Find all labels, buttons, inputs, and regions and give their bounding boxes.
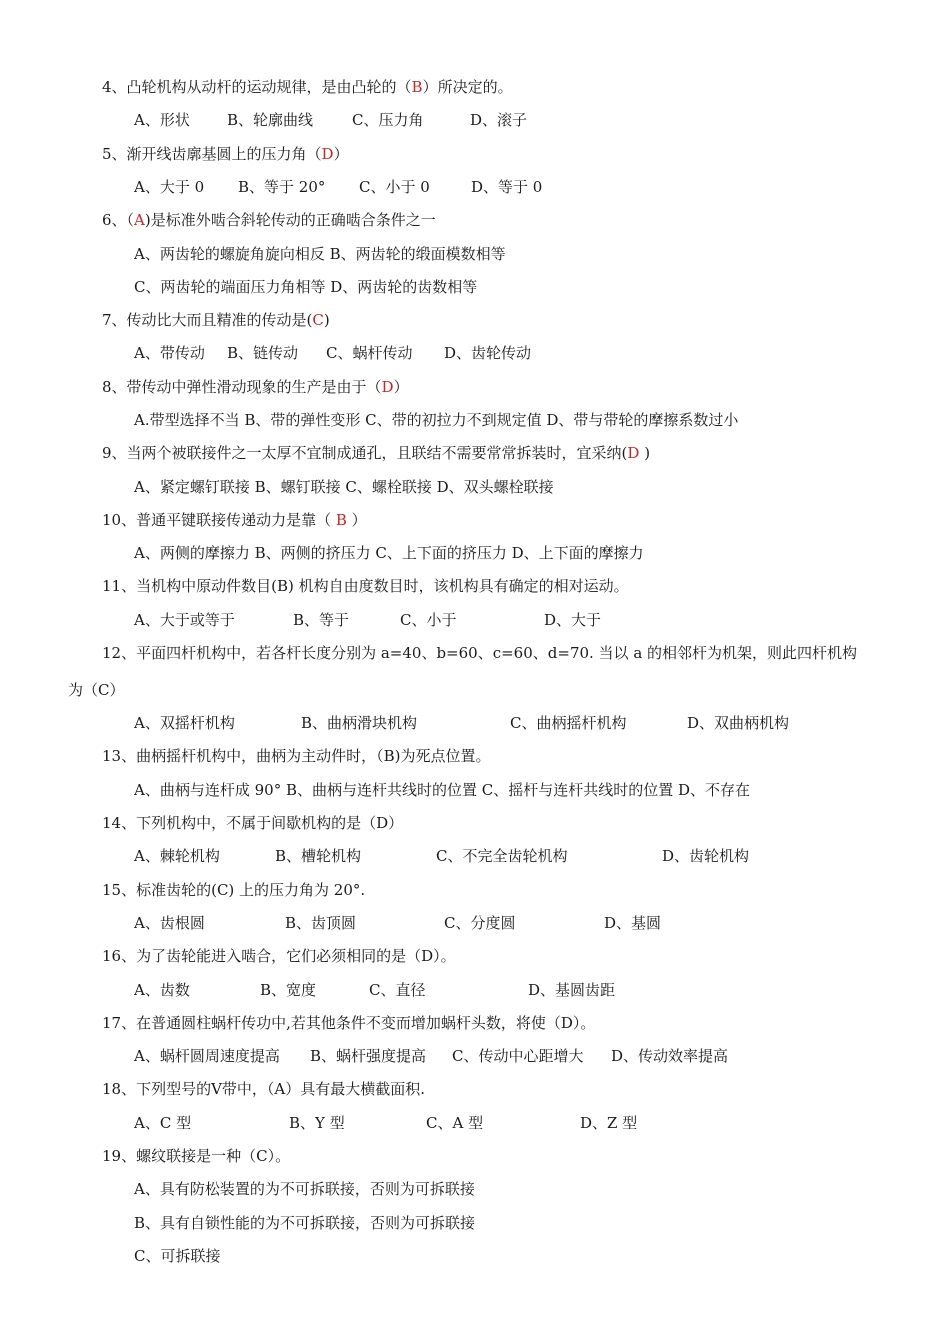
stem-text: 4、凸轮机构从动杆的运动规律，是由凸轮的（ bbox=[102, 78, 412, 96]
stem-text: ） bbox=[346, 511, 367, 529]
option-a: A、形状 bbox=[134, 111, 190, 129]
option-a: A、大于或等于 bbox=[134, 611, 235, 629]
answer-mark: D bbox=[321, 145, 334, 163]
option-c: C、蜗杆传动 bbox=[326, 344, 413, 362]
option-b: B、链传动 bbox=[227, 344, 299, 362]
question-16-stem: 16、为了齿轮能进入啮合，它们必须相同的是（D）。 bbox=[102, 947, 456, 965]
stem-text: 10、普通平键联接传递动力是靠（ bbox=[102, 511, 336, 529]
question-8-stem bbox=[102, 377, 409, 397]
answer-mark: B bbox=[335, 511, 347, 529]
question-19-option-c: C、可拆联接 bbox=[134, 1247, 221, 1265]
question-6-options-line-1: A、两齿轮的螺旋角旋向相反 B、两齿轮的缎面模数相等 bbox=[134, 245, 506, 263]
question-5-stem bbox=[102, 144, 349, 164]
option-b: B、等于 20° bbox=[238, 178, 326, 196]
question-10-options-line-1: A、两侧的摩擦力 B、两侧的挤压力 C、上下面的挤压力 D、上下面的摩擦力 bbox=[134, 544, 644, 562]
option-d: D、滚子 bbox=[470, 111, 528, 129]
option-d: D、等于 0 bbox=[471, 178, 543, 196]
question-14-stem: 14、下列机构中，不属于间歇机构的是（D） bbox=[102, 814, 404, 832]
answer-mark: C bbox=[312, 311, 324, 329]
option-b: B、轮廓曲线 bbox=[227, 111, 314, 129]
option-d: D、Z 型 bbox=[580, 1114, 638, 1132]
question-14-options bbox=[134, 846, 834, 866]
option-a: A、齿数 bbox=[134, 981, 190, 999]
stem-text: ) bbox=[323, 311, 330, 329]
stem-text: 9、当两个被联接件之一太厚不宜制成通孔，且联结不需要常常拆装时，宜采纳( bbox=[102, 444, 628, 462]
answer-mark: D bbox=[627, 444, 640, 462]
question-5-options bbox=[134, 177, 834, 197]
option-b: B、曲柄滑块机构 bbox=[301, 714, 418, 732]
question-6-options-line-2: C、两齿轮的端面压力角相等 D、两齿轮的齿数相等 bbox=[134, 278, 478, 296]
option-d: D、双曲柄机构 bbox=[687, 714, 790, 732]
stem-text: )是标准外啮合斜轮传动的正确啮合条件之一 bbox=[144, 211, 436, 229]
answer-mark: D bbox=[381, 378, 394, 396]
question-12-options bbox=[134, 713, 834, 733]
option-b: B、等于 bbox=[293, 611, 350, 629]
question-9-options-line-1: A、紧定螺钉联接 B、螺钉联接 C、螺栓联接 D、双头螺栓联接 bbox=[134, 478, 554, 496]
option-a: A、C 型 bbox=[134, 1114, 192, 1132]
stem-text: ） bbox=[333, 145, 349, 163]
question-4-options bbox=[134, 110, 834, 130]
option-d: D、齿轮传动 bbox=[444, 344, 532, 362]
option-b: B、蜗杆强度提高 bbox=[310, 1047, 427, 1065]
question-17-options bbox=[134, 1046, 854, 1066]
answer-mark: A bbox=[134, 211, 145, 229]
question-19-stem: 19、螺纹联接是一种（C）。 bbox=[102, 1147, 291, 1165]
question-13-options-line-1: A、曲柄与连杆成 90° B、曲柄与连杆共线时的位置 C、摇杆与连杆共线时的位置 D、不存在 bbox=[134, 781, 751, 799]
option-a: A、双摇杆机构 bbox=[134, 714, 235, 732]
option-d: D、基圆 bbox=[604, 914, 662, 932]
option-c: C、小于 bbox=[400, 611, 457, 629]
option-c: C、小于 0 bbox=[359, 178, 430, 196]
question-10-stem bbox=[102, 510, 367, 530]
option-d: D、基圆齿距 bbox=[528, 981, 616, 999]
question-9-stem bbox=[102, 443, 650, 463]
question-19-option-b: B、具有自锁性能的为不可拆联接，否则为可拆联接 bbox=[134, 1214, 476, 1232]
question-7-stem bbox=[102, 310, 330, 330]
stem-text: ) bbox=[639, 444, 651, 462]
question-13-stem: 13、曲柄摇杆机构中，曲柄为主动件时，（B)为死点位置。 bbox=[102, 747, 491, 765]
question-11-options bbox=[134, 610, 834, 630]
stem-text: 8、带传动中弹性滑动现象的生产是由于（ bbox=[102, 378, 382, 396]
question-4-stem bbox=[102, 77, 513, 97]
question-17-stem: 17、在普通圆柱蜗杆传功中,若其他条件不变而增加蜗杆头数，将使（D）。 bbox=[102, 1014, 596, 1032]
option-b: B、槽轮机构 bbox=[275, 847, 362, 865]
stem-text: ）所决定的。 bbox=[422, 78, 513, 96]
question-8-options-line-1: A.带型选择不当 B、带的弹性变形 C、带的初拉力不到规定值 D、带与带轮的摩擦系数过小 bbox=[134, 411, 739, 429]
option-c: C、直径 bbox=[369, 981, 426, 999]
option-d: D、齿轮机构 bbox=[662, 847, 750, 865]
option-b: B、齿顶圆 bbox=[285, 914, 357, 932]
option-c: C、曲柄摇杆机构 bbox=[510, 714, 627, 732]
option-a: A、齿根圆 bbox=[134, 914, 205, 932]
option-b: B、宽度 bbox=[260, 981, 317, 999]
question-15-stem: 15、标准齿轮的(C) 上的压力角为 20°. bbox=[102, 881, 366, 899]
question-19-option-a: A、具有防松装置的为不可拆联接，否则为可拆联接 bbox=[134, 1180, 475, 1198]
question-16-options bbox=[134, 980, 834, 1000]
question-6-stem bbox=[102, 210, 436, 230]
stem-text: 5、渐开线齿廓基圆上的压力角（ bbox=[102, 145, 322, 163]
option-c: C、不完全齿轮机构 bbox=[436, 847, 568, 865]
option-c: C、分度圆 bbox=[444, 914, 516, 932]
stem-text: 7、传动比大而且精准的传动是( bbox=[102, 311, 313, 329]
question-12-stem: 12、平面四杆机构中，若各杆长度分别为 a=40、b=60、c=60、d=70. 当以 a 的相邻杆为机架，则此四杆机构 bbox=[102, 644, 858, 662]
question-18-stem: 18、下列型号的Ⅴ带中，（A）具有最大横截面积. bbox=[102, 1080, 426, 1098]
question-15-options bbox=[134, 913, 834, 933]
option-d: D、传动效率提高 bbox=[611, 1047, 729, 1065]
question-11-stem: 11、当机构中原动件数目(B) 机构自由度数目时，该机构具有确定的相对运动。 bbox=[102, 577, 629, 595]
stem-text: 6、（ bbox=[102, 211, 135, 229]
question-18-options bbox=[134, 1113, 834, 1133]
answer-mark: B bbox=[411, 78, 423, 96]
option-d: D、大于 bbox=[544, 611, 602, 629]
option-c: C、A 型 bbox=[426, 1114, 484, 1132]
option-c: C、传动中心距增大 bbox=[452, 1047, 584, 1065]
stem-text: ） bbox=[393, 378, 409, 396]
option-a: A、棘轮机构 bbox=[134, 847, 220, 865]
option-c: C、压力角 bbox=[352, 111, 424, 129]
option-a: A、大于 0 bbox=[134, 178, 205, 196]
question-7-options bbox=[134, 343, 834, 363]
option-b: B、Y 型 bbox=[289, 1114, 345, 1132]
option-a: A、蜗杆圆周速度提高 bbox=[134, 1047, 280, 1065]
option-a: A、带传动 bbox=[134, 344, 205, 362]
question-12-stem-continuation: 为（C） bbox=[68, 681, 125, 699]
